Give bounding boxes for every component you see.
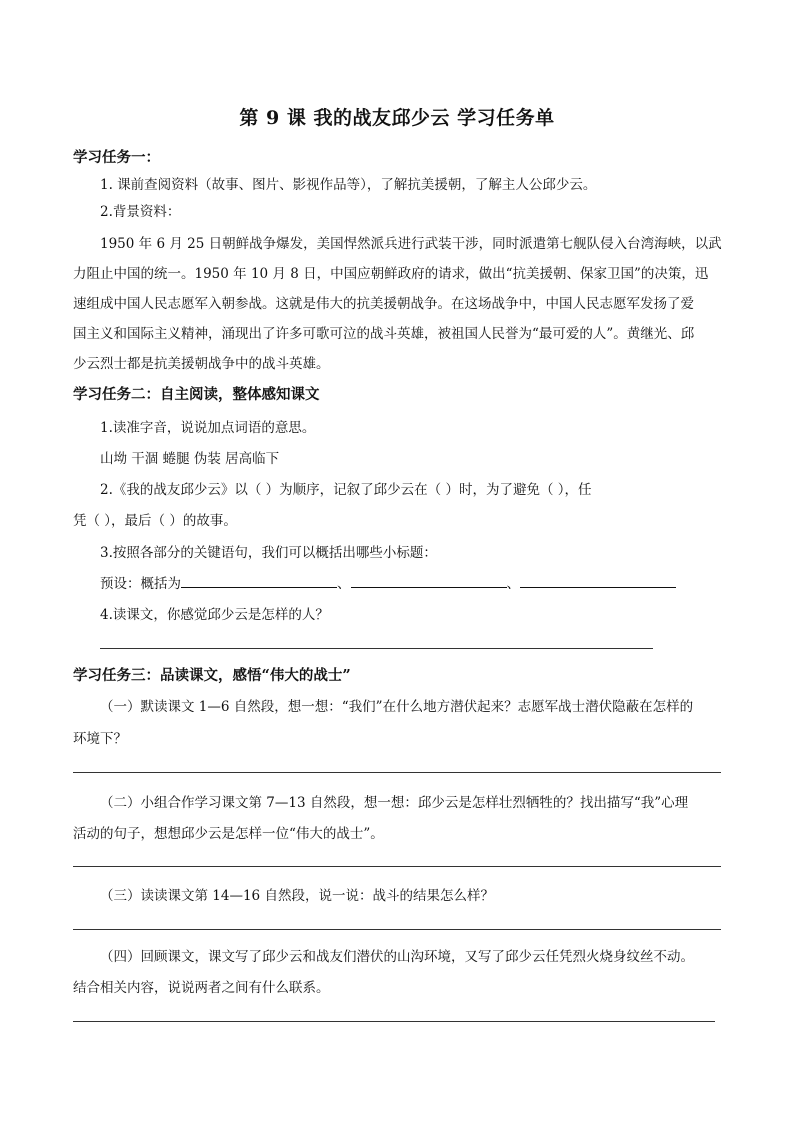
task3-s2-line2: 活动的句子，想想邱少云是怎样一位“伟大的战士”。 xyxy=(73,826,384,842)
task2-q3: 3.按照各部分的关键语句，我们可以概括出哪些小标题： xyxy=(100,545,437,561)
answer-line-s3[interactable] xyxy=(73,929,721,930)
task2-q1: 1.读准字音，说说加点词语的意思。 xyxy=(100,420,316,436)
task2-words: 山坳 干涸 蜷腿 伪装 居高临下 xyxy=(100,451,280,467)
task3-s4-line2: 结合相关内容，说说两者之间有什么联系。 xyxy=(73,980,330,996)
task2-q3-answer xyxy=(100,572,676,592)
task3-s3-line1: （三）读读课文第 14—16 自然段，说一说：战斗的结果怎么样？ xyxy=(100,888,494,904)
preset-label: 预设：概括为 xyxy=(100,576,181,592)
task3-s2-line1: （二）小组合作学习课文第 7—13 自然段，想一想：邱少云是怎样壮烈牺牲的？找出描写“我”心理 xyxy=(100,795,689,811)
task2-q2-line2: 凭（ ），最后（ ）的故事。 xyxy=(73,513,237,529)
answer-line-s4[interactable] xyxy=(73,1021,715,1022)
task3-s1-line1: （一）默读课文 1—6 自然段，想一想：“我们”在什么地方潜伏起来？志愿军战士潜伏隐蔽在怎样的 xyxy=(100,699,694,715)
answer-line-s1[interactable] xyxy=(73,772,721,773)
subtitle-blank-3[interactable] xyxy=(520,575,676,588)
background-line-5: 少云烈士都是抗美援朝战争中的战斗英雄。 xyxy=(73,356,330,372)
subtitle-blank-2[interactable] xyxy=(351,575,507,588)
task2-q4: 4.读课文，你感觉邱少云是怎样的人？ xyxy=(100,607,329,623)
task3-s1-line2: 环境下？ xyxy=(73,731,127,747)
task1-item2: 2.背景资料： xyxy=(100,204,181,220)
task2-q2-line1: 2.《我的战友邱少云》以（ ）为顺序，记叙了邱少云在（ ）时，为了避免（ ），任 xyxy=(100,482,592,498)
task1-item1: 1. 课前查阅资料（故事、图片、影视作品等），了解抗美援朝，了解主人公邱少云。 xyxy=(100,177,597,193)
background-line-4: 国主义和国际主义精神，涌现出了许多可歌可泣的战斗英雄，被祖国人民誉为“最可爱的人”。黄继光、邱 xyxy=(73,326,695,342)
separator-2: 、 xyxy=(506,576,520,592)
answer-line-s2[interactable] xyxy=(73,866,721,867)
background-line-2: 力阻止中国的统一。1950 年 10 月 8 日，中国应朝鲜政府的请求，做出“抗美援朝、保家卫国”的决策，迅 xyxy=(73,266,709,282)
separator-1: 、 xyxy=(337,576,351,592)
task3-s4-line1: （四）回顾课文，课文写了邱少云和战友们潜伏的山沟环境，又写了邱少云任凭烈火烧身纹丝不动。 xyxy=(100,949,694,965)
subtitle-blank-1[interactable] xyxy=(181,575,337,588)
answer-line-q4[interactable] xyxy=(100,648,653,649)
background-line-1: 1950 年 6 月 25 日朝鲜战争爆发，美国悍然派兵进行武装干涉，同时派遣第七舰队侵入台湾海峡，以武 xyxy=(100,236,722,252)
task2-heading: 学习任务二：自主阅读，整体感知课文 xyxy=(73,386,320,403)
task3-heading: 学习任务三：品读课文，感悟“伟大的战士” xyxy=(73,667,351,684)
task1-heading: 学习任务一： xyxy=(73,149,160,166)
background-line-3: 速组成中国人民志愿军入朝参战。这就是伟大的抗美援朝战争。在这场战争中，中国人民志愿军发扬了爱 xyxy=(73,296,694,312)
page-title: 第 9 课 我的战友邱少云 学习任务单 xyxy=(239,107,555,129)
